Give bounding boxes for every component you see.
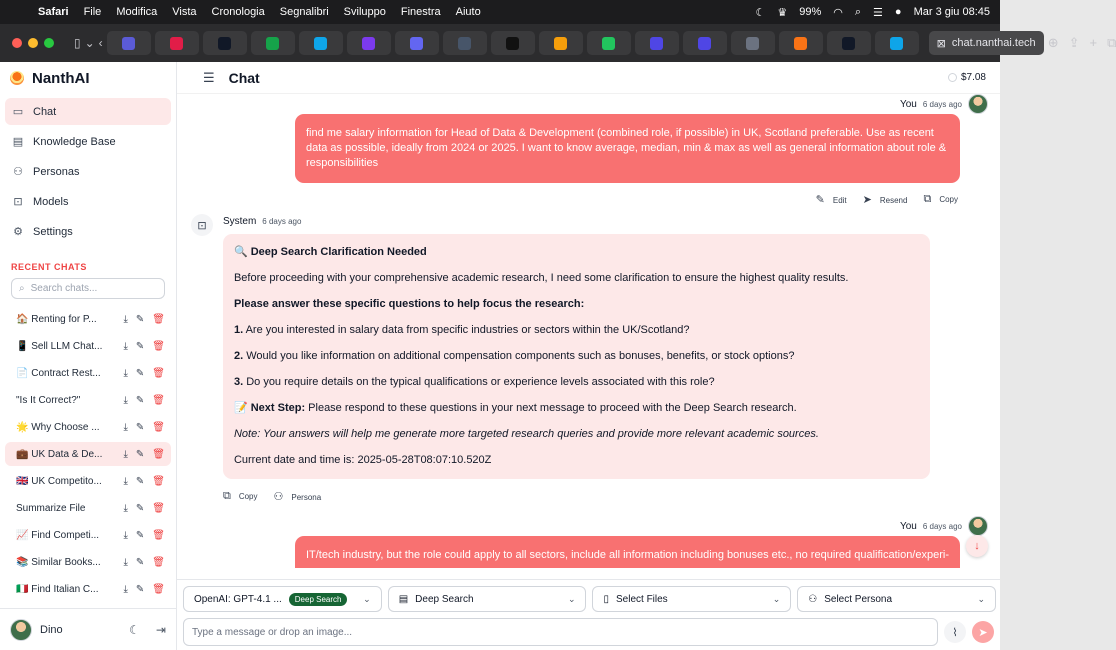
credit-amount: $7.08 [960, 72, 986, 83]
question-1 [234, 323, 919, 338]
nav-item-personas[interactable] [5, 158, 171, 185]
recent-chat-item[interactable] [5, 469, 171, 493]
browser-tab[interactable] [827, 31, 871, 55]
persona-button[interactable] [274, 490, 322, 503]
nav-item-knowledge-base[interactable] [5, 128, 171, 155]
browser-tab[interactable] [395, 31, 439, 55]
recent-chat-actions [123, 368, 165, 379]
nanthai-app [0, 62, 1000, 650]
recent-chat-actions [123, 422, 165, 433]
trash-icon[interactable]: 🗑 [152, 529, 165, 541]
recent-chat-item[interactable] [5, 496, 171, 520]
trash-icon[interactable]: 🗑 [152, 394, 165, 406]
siri-icon[interactable]: ● [894, 6, 902, 18]
tab-favicon-icon [890, 37, 903, 50]
brand-name: NanthAI [32, 69, 90, 87]
minimize-window-button[interactable] [28, 38, 38, 48]
menu-edit[interactable]: Modifica [116, 6, 158, 18]
nav-item-label: Chat [33, 105, 57, 118]
message-timestamp: 6 days ago [262, 216, 302, 226]
recent-chat-item[interactable] [5, 523, 171, 547]
nanthai-logo-icon [10, 71, 24, 85]
edit-icon[interactable]: ✎ [135, 367, 145, 379]
tab-favicon-icon [458, 37, 471, 50]
nav-item-chat[interactable] [5, 98, 171, 125]
nav-item-settings[interactable] [5, 218, 171, 245]
edit-icon[interactable]: ✎ [135, 502, 145, 514]
files-select[interactable] [592, 586, 791, 612]
chat-icon: ▭ [12, 106, 24, 118]
edit-icon[interactable]: ✎ [135, 448, 145, 460]
brand [0, 62, 176, 94]
input-row [183, 618, 996, 646]
nav-item-label: Settings [33, 225, 73, 238]
browser-tab[interactable] [299, 31, 343, 55]
theme-toggle-icon[interactable]: ☾ [129, 622, 140, 637]
question-text: Would you like information on additional compensation components such as bonuses, benefits, or stock options? [243, 350, 795, 362]
recent-chat-title: 📱 Sell LLM Chat... [16, 340, 103, 352]
recent-chat-item[interactable] [5, 388, 171, 412]
message-input-placeholder: Type a message or drop an image... [191, 626, 353, 638]
address-bar[interactable] [929, 31, 1044, 55]
mode-select[interactable] [388, 586, 587, 612]
avatar[interactable] [10, 619, 32, 641]
browser-tab[interactable] [443, 31, 487, 55]
edit-icon[interactable]: ✎ [135, 421, 145, 433]
recent-chat-item[interactable] [5, 577, 171, 601]
system-message-meta [223, 214, 988, 228]
recent-chat-actions [123, 503, 165, 514]
search-icon: ⌕ [19, 283, 25, 294]
menu-develop[interactable]: Sviluppo [343, 6, 386, 18]
composer [177, 579, 1000, 650]
tab-favicon-icon [650, 37, 663, 50]
message-timestamp: 6 days ago [922, 99, 962, 109]
send-icon: ➤ [978, 626, 988, 639]
user-icon: ⚇ [273, 491, 284, 503]
recent-chat-item[interactable] [5, 415, 171, 439]
question-2 [234, 349, 919, 364]
recent-chat-item[interactable] [5, 442, 171, 466]
recent-chat-title: Summarize File [16, 502, 86, 514]
tab-favicon-icon [602, 37, 615, 50]
clarification-intro: Before proceeding with your comprehensive academic research, I need some clarification to ensure the highest quality results. [233, 272, 849, 284]
tab-favicon-icon [794, 37, 807, 50]
recent-chat-list [0, 307, 176, 608]
resend-label: Resend [879, 196, 908, 205]
download-icon[interactable]: ⤓ [123, 529, 128, 541]
toolbar-right [1048, 35, 1116, 51]
edit-icon[interactable]: ✎ [135, 313, 145, 325]
browser-tab[interactable] [203, 31, 247, 55]
user-message-meta [191, 94, 988, 114]
browser-toolbar [0, 24, 1116, 62]
nav-item-label: Knowledge Base [33, 135, 116, 148]
download-icon[interactable]: ⤓ [123, 421, 128, 433]
edit-icon[interactable]: ✎ [135, 529, 145, 541]
browser-tab[interactable] [155, 31, 199, 55]
recent-chat-actions [123, 341, 165, 352]
trash-icon[interactable]: 🗑 [152, 556, 165, 568]
sidebar-toggle-icon[interactable]: ▯ [74, 36, 81, 50]
recent-chat-actions [123, 476, 165, 487]
system-message [191, 214, 988, 503]
credit-balance [948, 72, 986, 83]
recent-chat-title: "Is It Correct?" [16, 394, 81, 406]
chat-search-input[interactable] [11, 278, 165, 299]
recent-chats-heading: RECENT CHATS [11, 262, 87, 272]
arrow-down-icon: ↓ [974, 540, 980, 552]
edit-icon[interactable]: ✎ [135, 340, 145, 352]
search-placeholder: Search chats... [30, 283, 98, 294]
edit-icon[interactable]: ✎ [135, 394, 145, 406]
user-icon: ⚇ [808, 593, 818, 605]
window-controls [12, 38, 54, 48]
recent-chat-actions [123, 314, 165, 325]
users-icon: ⚇ [13, 166, 23, 178]
browser-tab[interactable] [875, 31, 919, 55]
scroll-down-button[interactable] [966, 535, 988, 557]
download-icon[interactable]: ⤓ [123, 475, 128, 487]
tab-favicon-icon [746, 37, 759, 50]
next-step [234, 401, 919, 416]
system-message-bubble [223, 234, 930, 479]
nav-item-label: Models [33, 195, 69, 208]
coin-icon [948, 73, 957, 82]
user-message-actions [191, 193, 958, 206]
logout-icon[interactable]: ⇥ [155, 622, 166, 637]
chevron-down-icon[interactable]: ⌄ [84, 36, 95, 50]
nav-item-label: Personas [33, 165, 80, 178]
tab-favicon-icon [506, 37, 519, 50]
menu-file[interactable]: File [83, 6, 102, 18]
recent-chat-title: 📄 Contract Rest... [16, 367, 101, 379]
tab-favicon-icon [842, 37, 855, 50]
main-nav [0, 94, 176, 252]
next-step-label: 📝 Next Step: [233, 402, 306, 414]
recent-chat-actions [123, 395, 165, 406]
trash-icon[interactable]: 🗑 [152, 313, 165, 325]
recent-chat-item[interactable] [5, 307, 171, 331]
browser-tab[interactable] [731, 31, 775, 55]
copy-label: Copy [939, 195, 958, 204]
copy-button[interactable] [923, 193, 958, 206]
copy-icon: ⧉ [923, 193, 932, 205]
resend-button[interactable] [863, 193, 908, 206]
menubar-clock[interactable]: Mar 3 giu 08:45 [913, 6, 990, 18]
paperclip-icon[interactable]: ⌇ [944, 621, 966, 643]
copy-label: Copy [238, 492, 258, 501]
recent-chat-item[interactable] [5, 550, 171, 574]
trash-icon[interactable]: 🗑 [152, 340, 165, 352]
question-number: 1. [233, 324, 244, 336]
book-icon: ▤ [398, 593, 409, 605]
control-center-icon[interactable]: ☰ [873, 6, 883, 19]
tab-favicon-icon [554, 37, 567, 50]
browser-tab[interactable] [587, 31, 631, 55]
browser-tab[interactable] [683, 31, 727, 55]
model-select-value: OpenAI: GPT-4.1 ... [193, 593, 282, 605]
persona-select-value: Select Persona [824, 593, 893, 605]
recent-chat-title: 📚 Similar Books... [16, 556, 101, 568]
edit-label: Edit [832, 196, 847, 205]
sidebar [0, 62, 177, 650]
recent-chat-title: 🇮🇹 Find Italian C... [16, 583, 99, 595]
system-message-body [223, 214, 988, 503]
browser-tab[interactable] [107, 31, 151, 55]
menu-app[interactable]: Safari [38, 6, 69, 18]
download-icon[interactable]: ⤓ [123, 502, 128, 514]
clarification-heading: 🔍 Deep Search Clarification Needed [233, 246, 427, 258]
download-icon[interactable]: ⤓ [123, 448, 128, 460]
send-button[interactable] [972, 621, 994, 643]
recent-chat-title: 📈 Find Competi... [16, 529, 100, 541]
download-icon[interactable]: ⤓ [123, 583, 128, 595]
browser-tab[interactable] [251, 31, 295, 55]
browser-tab[interactable] [347, 31, 391, 55]
send-icon: ➤ [862, 194, 872, 206]
chat-header [177, 62, 1000, 94]
recent-chat-actions [123, 557, 165, 568]
chevron-down-icon: ⌄ [567, 593, 576, 604]
nav-item-models[interactable] [5, 188, 171, 215]
pencil-icon: ✎ [815, 194, 825, 206]
question-number: 3. [233, 376, 244, 388]
recent-chat-item[interactable] [5, 361, 171, 385]
mode-select-value: Deep Search [415, 593, 474, 605]
recent-chat-actions [123, 449, 165, 460]
page-title: Chat [228, 69, 260, 86]
system-message-actions [223, 490, 988, 503]
trash-icon[interactable]: 🗑 [152, 583, 165, 595]
browser-tab[interactable] [635, 31, 679, 55]
message-timestamp: 6 days ago [922, 521, 962, 531]
recent-chat-title: 🇬🇧 UK Competito... [16, 475, 102, 487]
trash-icon[interactable]: 🗑 [152, 502, 165, 514]
chevron-down-icon: ⌄ [977, 593, 986, 604]
copy-icon: ⧉ [222, 490, 231, 502]
composer-selects [183, 586, 996, 612]
close-window-button[interactable] [12, 38, 22, 48]
question-number: 2. [233, 350, 244, 362]
avatar [968, 94, 988, 114]
menu-icon[interactable]: ☰ [202, 69, 215, 85]
menubar-status [755, 6, 990, 19]
download-icon[interactable]: ⤓ [123, 313, 128, 325]
message-author: System [222, 215, 257, 227]
question-text: Do you require details on the typical qualifications or experience levels associated with this role? [243, 376, 715, 388]
download-icon[interactable]: ⤓ [123, 556, 128, 568]
edit-button[interactable] [816, 193, 847, 206]
tab-favicon-icon [266, 37, 279, 50]
tab-favicon-icon [218, 37, 231, 50]
tab-strip [107, 31, 919, 55]
menu-bookmarks[interactable]: Segnalibri [279, 6, 329, 18]
files-select-value: Select Files [616, 593, 668, 605]
menu-history[interactable]: Cronologia [211, 6, 265, 18]
tab-favicon-icon [410, 37, 423, 50]
recent-chat-title: 💼 UK Data & De... [16, 448, 103, 460]
edit-icon[interactable]: ✎ [135, 583, 145, 595]
persona-select[interactable] [797, 586, 996, 612]
copy-button[interactable] [223, 490, 258, 503]
browser-tab[interactable] [779, 31, 823, 55]
note-text: Note: Your answers will help me generate more targeted research queries and provide more relevant academic sources. [233, 428, 819, 440]
user-footer [0, 608, 176, 650]
persona-label: Persona [291, 493, 322, 502]
edit-icon[interactable]: ✎ [135, 475, 145, 487]
deep-search-badge: Deep Search [289, 593, 348, 606]
recent-chat-title: 🌟 Why Choose ... [16, 421, 100, 433]
current-datetime: Current date and time is: 2025-05-28T08:07:10.520Z [233, 454, 492, 466]
question-3 [234, 375, 919, 390]
tab-favicon-icon [698, 37, 711, 50]
user-message-bubble: IT/tech industry, but the role could apply to all sectors, include all information including bonuses etc., no required qualification/experi- [295, 536, 960, 568]
avatar [968, 516, 988, 536]
questions-title: Please answer these specific questions to help focus the research: [233, 298, 585, 310]
user-message-meta [191, 516, 988, 536]
model-select[interactable] [183, 586, 382, 612]
trash-icon[interactable]: 🗑 [152, 421, 165, 433]
recent-chat-title: 🏠 Renting for P... [16, 313, 97, 325]
wifi-icon[interactable]: ◠ [833, 6, 843, 19]
chevron-down-icon: ⌄ [363, 593, 371, 604]
page-favicon-icon: ⊠ [936, 37, 946, 50]
url-text: chat.nanthai.tech [951, 37, 1036, 49]
back-icon[interactable]: ‹ [98, 36, 103, 50]
message-author: You [899, 98, 917, 110]
browser-tab[interactable] [539, 31, 583, 55]
zoom-window-button[interactable] [44, 38, 54, 48]
browser-tab[interactable] [491, 31, 535, 55]
message-list [177, 94, 1000, 579]
download-icon[interactable]: ⤓ [123, 367, 128, 379]
gear-icon: ⚙ [13, 226, 23, 238]
tab-favicon-icon [314, 37, 327, 50]
menu-view[interactable]: Vista [172, 6, 197, 18]
trash-icon[interactable]: 🗑 [152, 475, 165, 487]
recent-chat-actions [123, 584, 165, 595]
chat-main [177, 62, 1000, 650]
message-author: You [899, 520, 917, 532]
tab-favicon-icon [362, 37, 375, 50]
tab-favicon-icon [122, 37, 135, 50]
recent-chat-item[interactable] [5, 334, 171, 358]
user-message-bubble: find me salary information for Head of Data & Development (combined role, if possible) in UK, Scotland preferable. Use as recent data as possible, ideally from 2024 or 2025. I want to know average, median, min & max as well as general information about role & responsibilities [295, 114, 960, 183]
edit-icon[interactable]: ✎ [135, 556, 145, 568]
share-icon[interactable]: ⇪ [1068, 35, 1080, 50]
file-icon: ▯ [603, 593, 609, 605]
message-input[interactable] [183, 618, 938, 646]
recent-chat-actions [123, 530, 165, 541]
trash-icon[interactable]: 🗑 [152, 367, 165, 379]
user-name: Dino [40, 623, 63, 636]
menu-window[interactable]: Finestra [400, 6, 441, 18]
chevron-down-icon: ⌄ [772, 593, 781, 604]
tab-favicon-icon [170, 37, 183, 50]
book-icon: ▤ [12, 136, 24, 148]
moon-icon[interactable]: ☾ [755, 6, 766, 19]
download-icon[interactable]: ⤓ [123, 340, 128, 352]
shirt-icon[interactable]: ♛ [777, 6, 788, 19]
download-icon[interactable]: ⤓ [123, 394, 128, 406]
new-tab-icon[interactable]: + [1089, 35, 1098, 50]
menu-help[interactable]: Aiuto [455, 6, 481, 18]
tab-overview-icon[interactable]: ⧉ [1107, 35, 1116, 50]
macos-menubar [0, 0, 1000, 24]
next-step-text: Please respond to these questions in your next message to proceed with the Deep Search research. [305, 402, 797, 414]
question-text: Are you interested in salary data from specific industries or sectors within the UK/Scotland? [243, 324, 690, 336]
robot-icon: ⊡ [13, 196, 23, 208]
trash-icon[interactable]: 🗑 [152, 448, 165, 460]
battery-percent[interactable]: 99% [799, 6, 822, 18]
download-icon[interactable]: ⊕ [1047, 35, 1059, 50]
spotlight-icon[interactable]: ⌕ [854, 5, 862, 18]
robot-icon: ⊡ [191, 214, 213, 236]
